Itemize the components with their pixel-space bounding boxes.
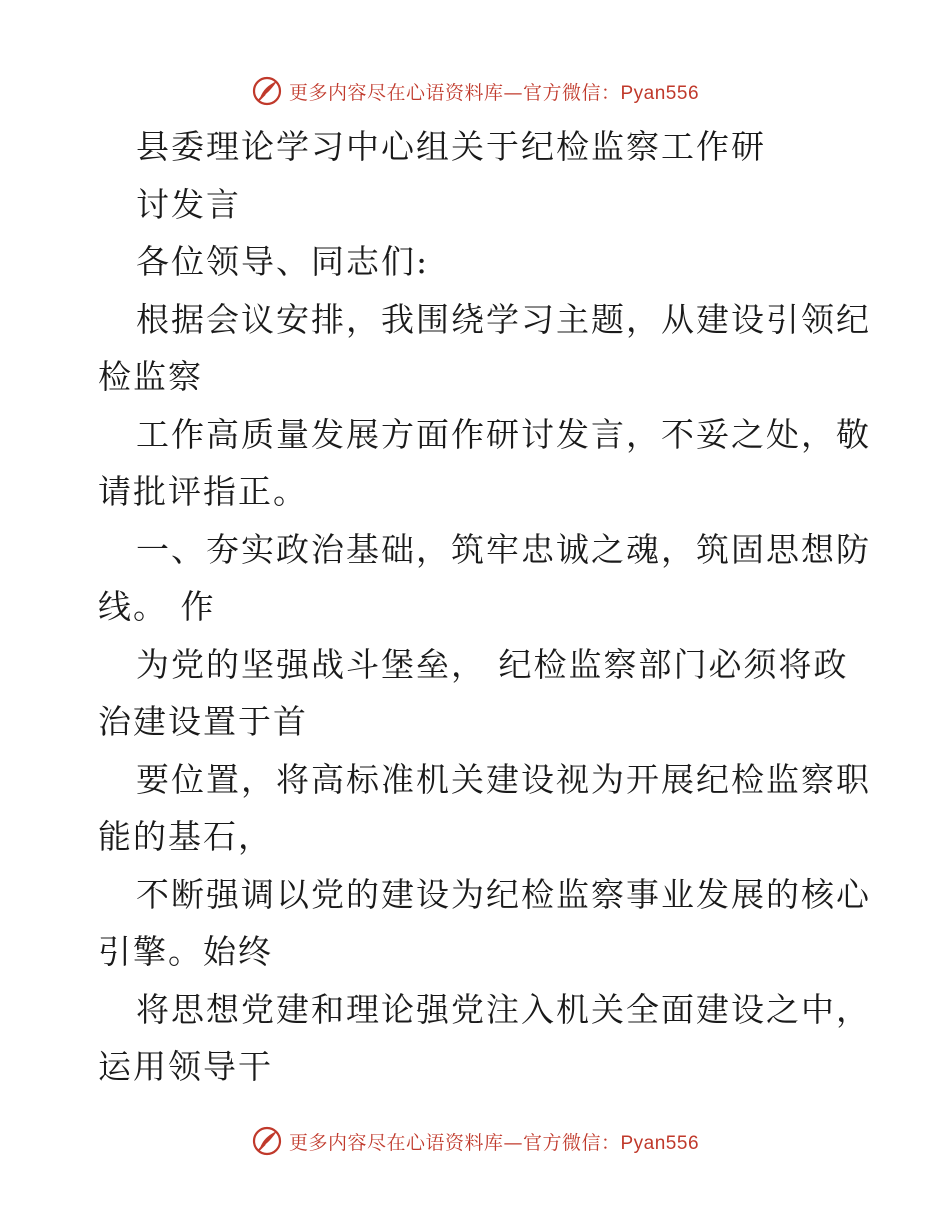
watermark-text [289,1128,699,1155]
watermark-contact-label: 官方微信： [522,1131,621,1154]
doc-paragraph-line: 线。 作 [98,587,216,626]
doc-paragraph-line: 将思想党建和理论强党注入机关全面建设之中， [136,989,871,1029]
doc-paragraph-line: 为党的坚强战斗堡垒， 纪检监察部门必须将政 [136,644,849,684]
doc-title-line-2: 讨发言 [136,184,241,224]
doc-paragraph-line: 引擎。始终 [98,932,273,971]
doc-paragraph-line: 工作高质量发展方面作研讨发言，不妥之处，敬 [136,414,871,454]
doc-paragraph-line: 不断强调以党的建设为纪检监察事业发展的核心 [136,874,871,914]
doc-section-heading: 一、夯实政治基础，筑牢忠诚之魂，筑固思想防 [136,529,871,569]
watermark-brand: 更多内容尽在心语资料库 [288,1131,504,1154]
doc-paragraph-line: 能的基石， [98,817,273,856]
header-watermark [0,71,950,111]
watermark-text [289,78,699,105]
doc-paragraph-line: 要位置，将高标准机关建设视为开展纪检监察职 [136,759,871,799]
doc-paragraph-line: 根据会议安排，我围绕学习主题，从建设引领纪 [136,299,871,339]
watermark-contact-label: 官方微信： [522,81,621,104]
watermark-contact-id: Pyan556 [620,82,700,104]
document-body [98,118,871,1096]
doc-paragraph-line: 运用领导干 [98,1047,273,1086]
doc-paragraph-line: 治建设置于首 [98,702,308,741]
watermark-separator: — [503,81,523,104]
watermark-separator: — [503,1131,523,1154]
watermark-contact-id: Pyan556 [620,1132,700,1154]
doc-salutation: 各位领导、同志们: [136,242,430,281]
doc-paragraph-line: 检监察 [98,357,203,396]
footer-watermark [0,1121,950,1161]
watermark-brand: 更多内容尽在心语资料库 [288,81,504,104]
doc-title-line-1: 县委理论学习中心组关于纪检监察工作研 [136,127,766,166]
feather-seal-icon [251,1125,283,1157]
feather-seal-icon [251,75,283,107]
doc-paragraph-line: 请批评指正。 [98,472,308,511]
